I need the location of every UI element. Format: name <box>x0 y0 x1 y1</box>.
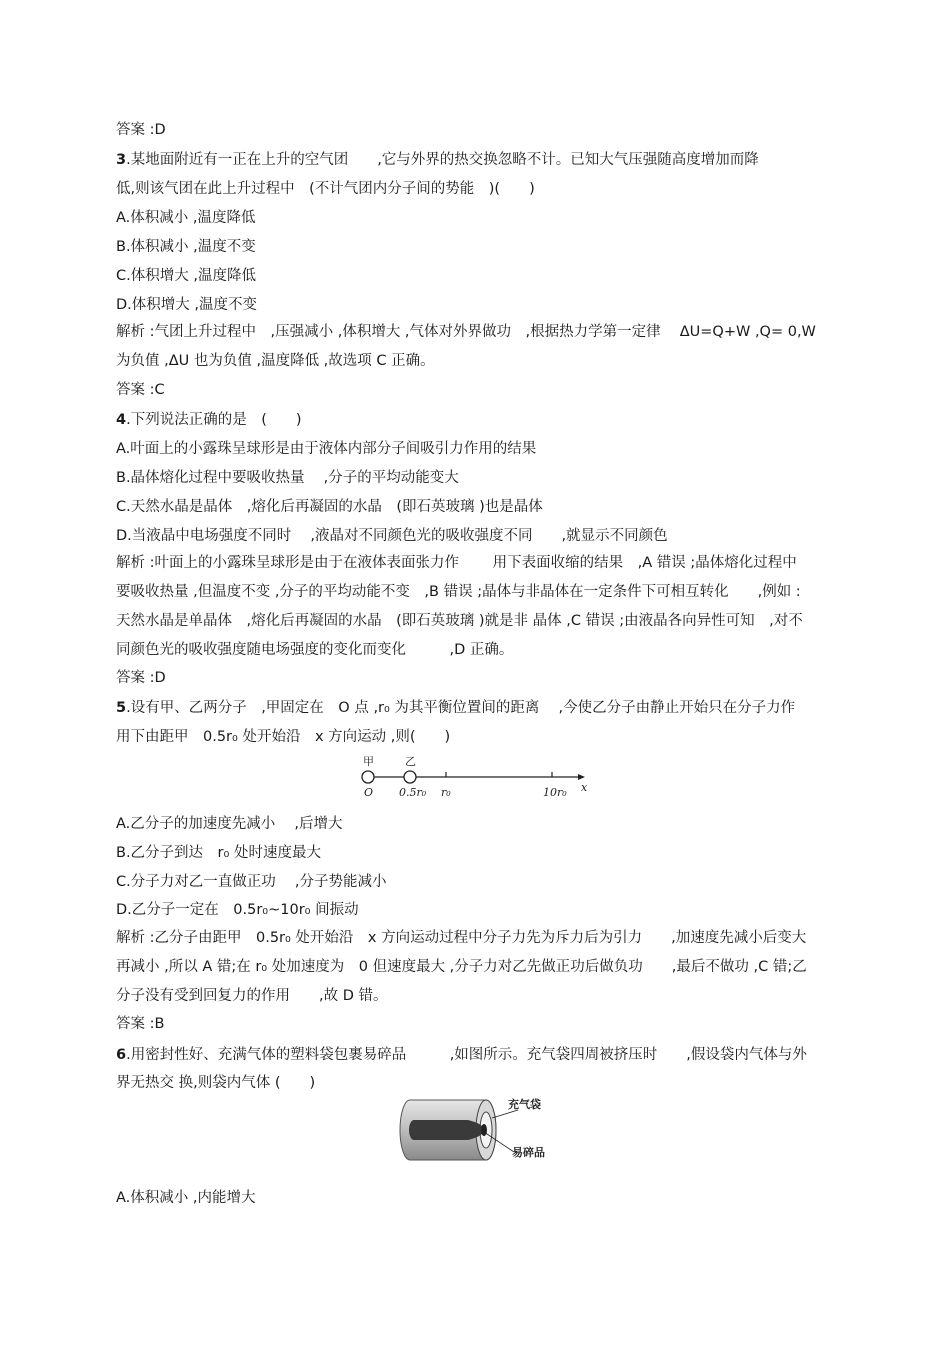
label-jia: 甲 <box>363 755 374 768</box>
text-line <box>116 553 797 573</box>
text-line <box>116 843 321 863</box>
text-line <box>116 526 668 546</box>
text-line <box>116 266 256 286</box>
line-text: 为负值 ,ΔU 也为负值 ,温度降低 ,故选项 C 正确。 <box>116 353 435 369</box>
label-fragile-item: 易碎品 <box>512 1146 545 1159</box>
line-text: A.乙分子的加速度先减小 ,后增大 <box>116 816 343 832</box>
line-text: .某地面附近有一正在上升的空气团 ,它与外界的热交换忽略不计。已知大气压强随高度增加而降 <box>126 152 759 168</box>
line-text: C.天然水晶是晶体 ,熔化后再凝固的水晶 (即石英玻璃 )也是晶体 <box>116 499 543 515</box>
text-line <box>116 900 359 920</box>
molecule-jia <box>362 771 374 783</box>
text-line <box>116 1073 315 1093</box>
text-line <box>116 468 459 488</box>
question-number: 4 <box>116 412 127 428</box>
text-line <box>116 351 435 371</box>
text-line <box>116 814 343 834</box>
line-text: 要吸收热量 ,但温度不变 ,分子的平均动能不变 ,B 错误 ;晶体与非晶体在一定条件下可相互转化 ,例如 : <box>116 584 801 600</box>
text-line <box>116 698 795 718</box>
line-text: 答案 :B <box>116 1016 165 1032</box>
tick-half-r0: 0.5r₀ <box>399 786 427 799</box>
text-line <box>116 928 806 948</box>
line-text: .设有甲、乙两分子 ,甲固定在 O 点 ,r₀ 为其平衡位置间的距离 ,今使乙分子由静止开始只在分子力作 <box>126 700 796 716</box>
question-number: 5 <box>116 700 127 716</box>
label-yi: 乙 <box>405 755 416 768</box>
line-text: 再减小 ,所以 A 错;在 r₀ 处加速度为 0 但速度最大 ,分子力对乙先做正功后做负功 ,最后不做功 ,C 错;乙 <box>116 959 807 975</box>
text-line <box>116 380 165 400</box>
line-text: 答案 :C <box>116 382 165 398</box>
text-line <box>116 322 816 342</box>
line-text: 界无热交 换,则袋内气体 ( ) <box>116 1075 316 1091</box>
line-text: A.体积减小 ,内能增大 <box>116 1190 256 1206</box>
line-text: D.当液晶中电场强度不同时 ,液晶对不同颜色光的吸收强度不同 ,就显示不同颜色 <box>116 528 668 544</box>
question-number: 3 <box>116 152 127 168</box>
tick-10r0: 10r₀ <box>543 786 567 799</box>
text-line <box>116 179 535 199</box>
line-text: 解析 :叶面上的小露珠呈球形是由于在液体表面张力作 用下表面收缩的结果 ,A 错误 ;晶体熔化过程中 <box>116 555 797 571</box>
line-text: 解析 :乙分子由距甲 0.5r₀ 处开始沿 x 方向运动过程中分子力先为斥力后为引力 ,加速度先减小后变大 <box>116 930 807 946</box>
tick-r0: r₀ <box>441 786 451 799</box>
line-text: .下列说法正确的是 ( ) <box>126 412 302 428</box>
text-line <box>116 668 166 688</box>
line-text: 答案 :D <box>116 122 166 138</box>
text-line <box>116 957 807 977</box>
line-text: C.分子力对乙一直做正功 ,分子势能减小 <box>116 874 387 890</box>
line-text: 天然水晶是单晶体 ,熔化后再凝固的水晶 (即石英玻璃 )就是非 晶体 ,C 错误 ;由液晶各向异性可知 ,对不 <box>116 613 803 629</box>
line-text: A.体积减小 ,温度降低 <box>116 210 256 226</box>
line-text: D.乙分子一定在 0.5r₀~10r₀ 间振动 <box>116 902 359 918</box>
label-air-bag: 充气袋 <box>508 1098 541 1111</box>
line-text: 答案 :D <box>116 670 166 686</box>
line-text: .用密封性好、充满气体的塑料袋包裹易碎品 ,如图所示。充气袋四周被挤压时 ,假设袋内气体与外 <box>126 1047 807 1063</box>
text-line <box>116 150 759 170</box>
line-text: 同颜色光的吸收强度随电场强度的变化而变化 ,D 正确。 <box>116 642 514 658</box>
line-text: D.体积增大 ,温度不变 <box>116 297 257 313</box>
text-line <box>116 120 166 140</box>
line-text: B.乙分子到达 r₀ 处时速度最大 <box>116 845 321 861</box>
tick-o: O <box>364 786 374 799</box>
line-text: C.体积增大 ,温度降低 <box>116 268 256 284</box>
text-line <box>116 611 803 631</box>
text-line <box>116 582 801 602</box>
text-line <box>116 986 388 1006</box>
axis-x-label: x <box>581 781 588 794</box>
text-line <box>116 1014 164 1034</box>
molecule-yi <box>404 771 416 783</box>
text-line <box>116 872 386 892</box>
text-line <box>116 640 513 660</box>
text-line <box>116 208 256 228</box>
line-text: 解析 :气团上升过程中 ,压强减小 ,体积增大 ,气体对外界做功 ,根据热力学第一定律 ΔU=Q+W ,Q= 0,W <box>116 324 816 340</box>
text-line <box>116 1188 256 1208</box>
air-bag-figure <box>398 1092 558 1172</box>
text-line <box>116 295 257 315</box>
text-line <box>116 237 256 257</box>
molecule-axis-figure <box>355 755 595 803</box>
line-text: A.叶面上的小露珠呈球形是由于液体内部分子间吸引力作用的结果 <box>116 441 537 457</box>
text-line <box>116 410 302 430</box>
line-text: 低,则该气团在此上升过程中 (不计气团内分子间的势能 )( ) <box>116 181 535 197</box>
text-line <box>116 439 536 459</box>
text-line <box>116 497 543 517</box>
question-number: 6 <box>116 1047 127 1063</box>
text-line <box>116 1045 807 1065</box>
line-text: 分子没有受到回复力的作用 ,故 D 错。 <box>116 988 388 1004</box>
text-line <box>116 727 450 747</box>
line-text: B.体积减小 ,温度不变 <box>116 239 256 255</box>
line-text: B.晶体熔化过程中要吸收热量 ,分子的平均动能变大 <box>116 470 459 486</box>
line-text: 用下由距甲 0.5r₀ 处开始沿 x 方向运动 ,则( ) <box>116 729 451 745</box>
